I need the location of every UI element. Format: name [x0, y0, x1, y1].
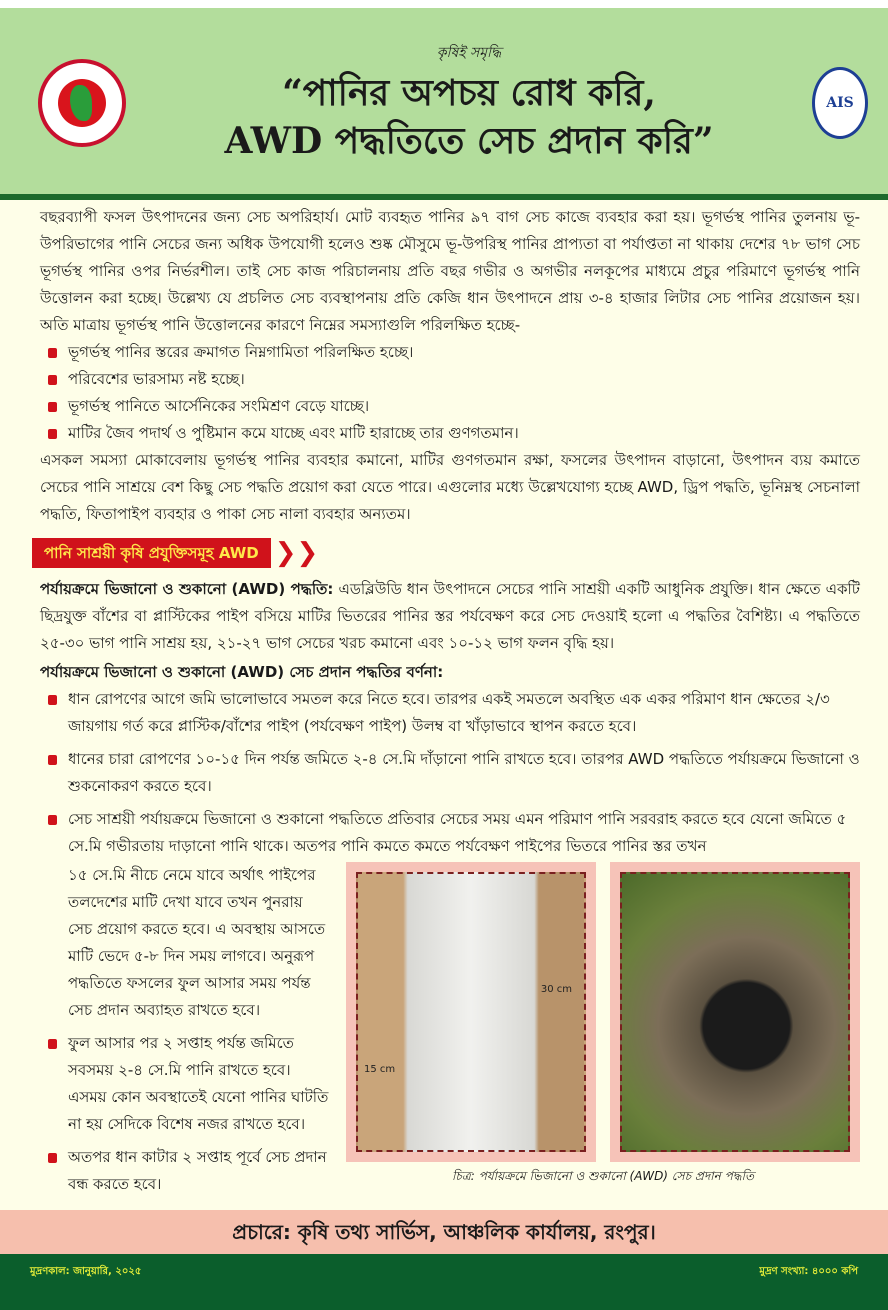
title-line-2: AWD পদ্ধতিতে সেচ প্রদান করি”	[224, 120, 714, 162]
label-15cm: 15 cm	[364, 1064, 396, 1075]
list-item: অতপর ধান কাটার ২ সপ্তাহ পূর্বে সেচ প্রদান বন্ধ করতে হবে।	[48, 1144, 330, 1198]
header-center	[126, 41, 812, 165]
steps-list-continued	[40, 862, 330, 1198]
solutions-paragraph: এসকল সমস্যা মোকাবেলায় ভূগর্ভস্থ পানির ব্যবহার কমানো, মাটির গুণগতমান রক্ষা, ফসলের উৎপাদন বাড়ানো, উৎপাদন ব্যয় কমাতে সেচের পানি সাশ্রয়ে বেশ কিছু সেচ পদ্ধতি প্রয়োগ করা যেতে পারে। এগুলোর মধ্যে উল্লেখযোগ্য হচ্ছে AWD, ড্রিপ পদ্ধতি, ভূনিম্নস্থ সেচনালা পদ্ধতি, ফিতাপাইপ ব্যবহার ও পাকা সেচ নালা ব্যবহার অন্যতম।	[40, 451, 860, 523]
list-item: মাটির জৈব পদার্থ ও পুষ্টিমান কমে যাচ্ছে এবং মাটি হারাচ্ছে তার গুণগতমান।	[48, 420, 860, 447]
top-margin	[0, 0, 888, 8]
poster-body	[0, 200, 888, 1210]
intro-paragraph: বছরব্যাপী ফসল উৎপাদনের জন্য সেচ অপরিহার্য। মোট ব্যবহৃত পানির ৯৭ বাগ সেচ কাজে ব্যবহার করা হয়। ভূগর্ভস্থ পানির তুলনায় ভূ-উপরিভাগের পানি সেচের জন্য অধিক উপযোগী হলেও শুষ্ক মৌসুমে ভূ-উপরিস্থ পানির প্রাপ্যতা বা পর্যাপ্ততা না থাকায় দেশের ৭৮ ভাগ সেচ ভূগর্ভস্থ পানির ওপর নির্ভরশীল। তাই সেচ কাজ পরিচালনায় প্রতি বছর গভীর ও অগভীর নলকূপের মাধ্যমে প্রচুর পরিমাণে ভূগর্ভস্থ পানি উত্তোলন করা হচ্ছে। উল্লেখ্য যে প্রচলিত সেচ ব্যবস্থাপনায় প্রতি কেজি ধান উৎপাদনে প্রায় ৩-৪ হাজার লিটার সেচ পানির প্রয়োজন হয়। অতি মাত্রায় ভূগর্ভস্থ পানি উত্তোলনের কারণে নিম্নের সমস্যাগুলি পরিলক্ষিত হচ্ছে-	[40, 208, 861, 334]
ais-logo	[812, 67, 868, 139]
figure-photos	[346, 862, 860, 1162]
list-item: ভূগর্ভস্থ পানির স্তরের ক্রমাগত নিম্নগামিতা পরিলক্ষিত হচ্ছে।	[48, 339, 860, 366]
list-item-continued: ১৫ সে.মি নীচে নেমে যাবে অর্থাৎ পাইপের তলদেশের মাটি দেখা যাবে তখন পুনরায় সেচ প্রয়োগ করতে হবে। এ অবস্থায় আসতে মাটি ভেদে ৫-৮ দিন সময় লাগবে। অনুরূপ পদ্ধতিতে ফসলের ফুল আসার সময় পর্যন্ত সেচ প্রদান অব্যাহত রাখতে হবে।	[68, 866, 326, 1019]
problem-list	[40, 339, 860, 447]
list-item: ধানের চারা রোপণের ১০-১৫ দিন পর্যন্ত জমিতে ২-৪ সে.মি দাঁড়ানো পানি রাখতে হবে। তারপর AWD পদ্ধতিতে পর্যায়ক্রমে ভিজানো ও শুকনোকরণ করতে হবে।	[48, 746, 860, 800]
ais-logo-text: AIS	[826, 95, 854, 111]
label-30cm: 30 cm	[540, 984, 572, 995]
awd-label: পর্যায়ক্রমে ভিজানো ও শুকানো (AWD) পদ্ধতি:	[40, 580, 334, 598]
awd-pipe-photo	[346, 862, 596, 1162]
list-item: ভূগর্ভস্থ পানিতে আর্সেনিকের সংমিশ্রণ বেড়ে যাচ্ছে।	[48, 393, 860, 420]
list-item: ধান রোপণের আগে জমি ভালোভাবে সমতল করে নিতে হবে। তারপর একই সমতলে অবস্থিত এক একর পরিমাণ ধান ক্ষেতের ২/৩ জায়গায় গর্ত করে প্লাস্টিক/বাঁশের পাইপ (পর্যবেক্ষণ পাইপ) উলম্ব বা খাঁড়াভাবে স্থাপন করতে হবে।	[48, 686, 860, 740]
print-date: মুদ্রণকাল: জানুয়ারি, ২০২৫	[30, 1266, 142, 1277]
poster-title	[136, 69, 802, 165]
section-banner: পানি সাশ্রয়ী কৃষি প্রযুক্তিসমূহ AWD	[32, 538, 271, 568]
pipe-image	[356, 872, 586, 1152]
awd-paragraph	[40, 576, 860, 657]
awd-text: এডব্লিউডি ধান উৎপাদনে সেচের পানি সাশ্রয়ী একটি আধুনিক প্রযুক্তি। ধান ক্ষেতে একটি ছিদ্রযুক্ত বাঁশের বা প্লাস্টিকের পাইপ বসিয়ে মাটির ভিতরের পানির স্তর পর্যবেক্ষণ করে সেচ দেওয়াই হলো এ পদ্ধতির বৈশিষ্ট্য। এ পদ্ধতিতে ২৫-৩০ ভাগ পানি সাশ্রয় হয়, ২১-২৭ ভাগ সেচের খরচ কমানো এবং ১০-১২ ভাগ ফলন বৃদ্ধি হয়।	[40, 580, 860, 652]
lower-section	[40, 862, 860, 1198]
field-image	[620, 872, 850, 1152]
government-seal-logo	[38, 59, 126, 147]
steps-heading: পর্যায়ক্রমে ভিজানো ও শুকানো (AWD) সেচ প্রদান পদ্ধতির বর্ণনা:	[40, 663, 444, 681]
footer-bar	[0, 1254, 888, 1310]
tagline: কৃষিই সমৃদ্ধি	[436, 45, 502, 61]
list-item: পরিবেশের ভারসাম্য নষ্ট হচ্ছে।	[48, 366, 860, 393]
field-pipe-photo	[610, 862, 860, 1162]
title-line-1: “পানির অপচয় রোধ করি,	[282, 72, 656, 114]
list-item: সেচ সাশ্রয়ী পর্যায়ক্রমে ভিজানো ও শুকানো পদ্ধতিতে প্রতিবার সেচের সময় এমন পরিমাণ পানি সরবরাহ করতে হবে যেনো জমিতে ৫ সে.মি গভীরতায় দাড়ানো পানি থাকে। অতপর পানি কমতে কমতে পর্যবেক্ষণ পাইপের ভিতরে পানির স্তর তখন	[48, 806, 860, 860]
steps-list	[40, 686, 860, 860]
section-banner-row	[32, 538, 860, 568]
figure-caption: চিত্র: পর্যায়ক্রমে ভিজানো ও শুকানো (AWD) সেচ প্রদান পদ্ধতি	[452, 1169, 754, 1183]
list-item: ফুল আসার পর ২ সপ্তাহ পর্যন্ত জমিতে সবসময় ২-৪ সে.মি পানি রাখতে হবে। এসময় কোন অবস্থাতেই যেনো পানির ঘাটতি না হয় সেদিকে বিশেষ নজর রাখতে হবে।	[48, 1030, 330, 1138]
publisher-band: প্রচারে: কৃষি তথ্য সার্ভিস, আঞ্চলিক কার্যালয়, রংপুর।	[0, 1210, 888, 1254]
print-count: মুদ্রণ সংখ্যা: ৪০০০ কপি	[759, 1266, 858, 1277]
figure	[346, 862, 860, 1188]
chevron-icon: ❯❯	[274, 538, 319, 568]
poster-header	[0, 8, 888, 200]
